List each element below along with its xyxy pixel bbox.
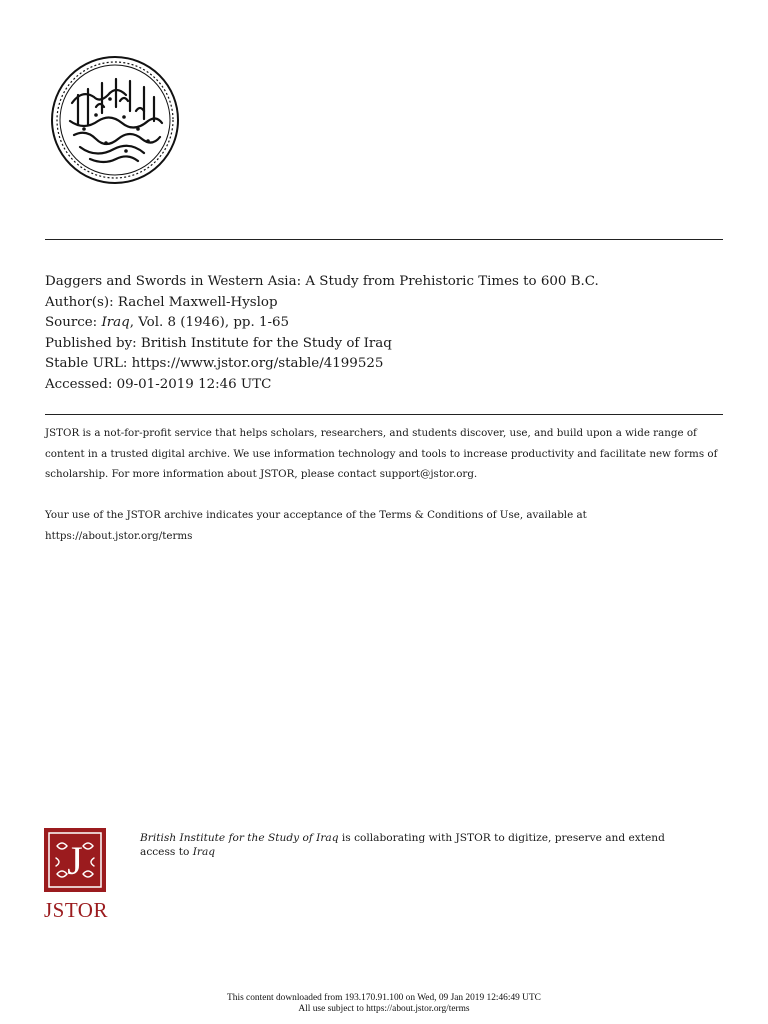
collaboration-statement <box>140 831 700 859</box>
article-source: Source: Iraq, Vol. 8 (1946), pp. 1-65 <box>45 315 290 331</box>
jstor-wordmark: JSTOR <box>44 898 108 922</box>
article-metadata <box>45 272 599 396</box>
notice-paragraph-mission: JSTOR is a not-for-profit service that helps scholars, researchers, and students discover, use, and build upon a wide range of content in a trusted digital archive. We use information technology and tools to increase productivity and facilitate new forms of scholarship. For more information about JSTOR, please contact support@jstor.org. <box>45 427 718 481</box>
article-stable-url[interactable]: Stable URL: https://www.jstor.org/stable/4199525 <box>45 356 384 372</box>
top-divider <box>45 239 723 240</box>
footer-terms-line: All use subject to https://about.jstor.org/terms <box>298 1004 470 1014</box>
middle-divider <box>45 414 723 415</box>
collab-publisher: British Institute for the Study of Iraq <box>140 832 339 844</box>
jstor-emblem-icon <box>44 828 106 892</box>
jstor-notice <box>45 423 725 547</box>
notice-paragraph-terms: Your use of the JSTOR archive indicates your acceptance of the Terms & Conditions of Use, available at https://about.jstor.org/terms <box>45 509 587 542</box>
article-publisher: Published by: British Institute for the Study of Iraq <box>45 335 392 351</box>
footer-download-line: This content downloaded from 193.170.91.100 on Wed, 09 Jan 2019 12:46:49 UTC <box>227 993 541 1003</box>
source-journal: Iraq <box>101 315 130 331</box>
svg-text:J: J <box>67 838 83 883</box>
article-accessed: Accessed: 09-01-2019 12:46 UTC <box>45 376 272 392</box>
article-authors: Author(s): Rachel Maxwell-Hyslop <box>45 294 278 310</box>
institute-seal-logo <box>50 55 180 185</box>
article-title: Daggers and Swords in Western Asia: A Study from Prehistoric Times to 600 B.C. <box>45 274 599 289</box>
jstor-logo <box>44 828 108 923</box>
collab-journal: Iraq <box>192 846 216 858</box>
collab-text: is collaborating with JSTOR to digitize, preserve and extend access to <box>140 832 665 858</box>
download-footer <box>0 993 768 1015</box>
